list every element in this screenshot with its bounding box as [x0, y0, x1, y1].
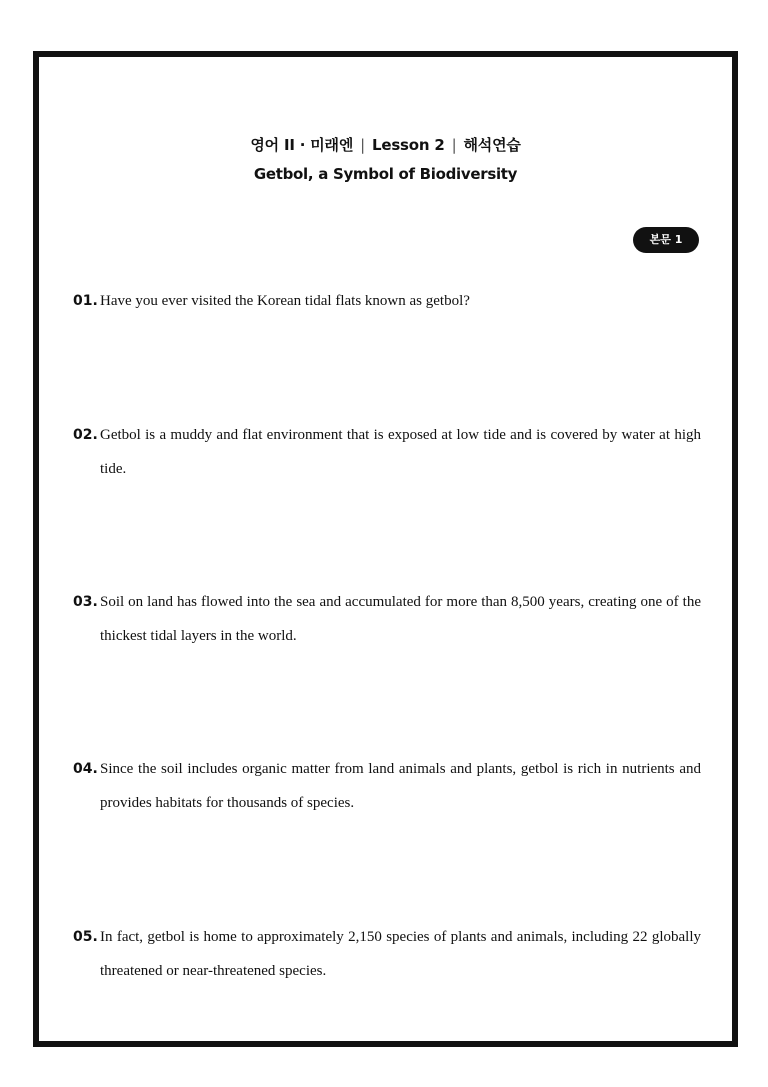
title-separator: | — [451, 136, 457, 154]
course-label: 영어 II · 미래엔 — [250, 136, 354, 154]
sentence-text: Soil on land has flowed into the sea and accumulated for more than 8,500 years, creating one of the thickest tidal layers in the world. — [100, 594, 701, 644]
sentence-text: Have you ever visited the Korean tidal flats known as getbol? — [100, 293, 470, 309]
sentence-number: 03. — [73, 594, 98, 610]
page-subtitle: Getbol, a Symbol of Biodiversity — [253, 165, 518, 183]
page-title — [39, 134, 732, 155]
lesson-label: Lesson 2 — [371, 136, 445, 154]
title-separator: | — [360, 136, 365, 154]
sentence-number: 02. — [73, 427, 98, 443]
sentence-item-03 — [73, 585, 701, 653]
sentence-text: Since the soil includes organic matter from land animals and plants, getbol is rich in nutrients and provides habitats for thousands of species. — [100, 761, 701, 811]
sentence-item-01 — [73, 284, 701, 318]
sentence-item-04 — [73, 752, 701, 820]
section-badge: 본문 1 — [633, 227, 699, 253]
sentence-item-02 — [73, 418, 701, 486]
sentence-number: 04. — [73, 761, 98, 777]
page-frame — [33, 51, 738, 1047]
sentence-item-05 — [73, 920, 701, 988]
sentence-number: 01. — [73, 293, 98, 309]
sentence-number: 05. — [73, 929, 98, 945]
section-label: 해석연습 — [463, 136, 521, 154]
sentence-text: Getbol is a muddy and flat environment that is exposed at low tide and is covered by water at high tide. — [100, 427, 701, 477]
sentence-text: In fact, getbol is home to approximately 2,150 species of plants and animals, including 22 globally threatened or near-threatened species. — [100, 929, 701, 979]
